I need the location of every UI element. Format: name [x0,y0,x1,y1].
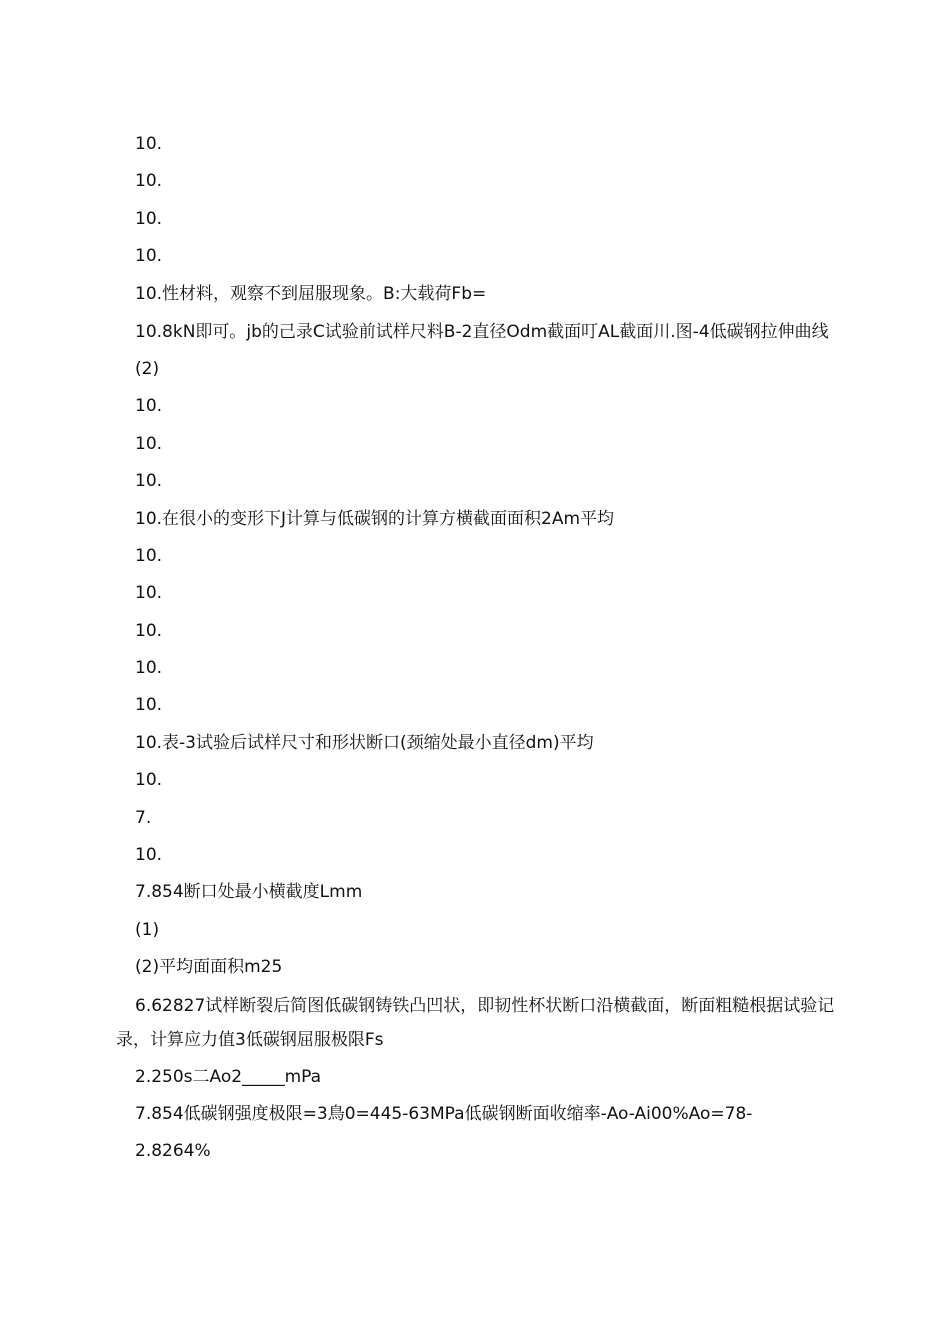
text-line: 7.854断口处最小横截度Lmm [135,882,363,903]
text-line: 10. [135,845,163,866]
text-line: (2)平均面面积m25 [135,957,283,978]
text-line: 10. [135,396,163,417]
text-line: (1) [135,919,160,940]
text-line: (2) [135,358,160,379]
text-paragraph: 6.62827试样断裂后简图低碳钢铸铁凸凹状，即韧性杯状断口沿横截面，断面粗糙根据试验记录，计算应力值3低碳钢屈服极限Fs [116,995,835,1050]
text-line: 10. [135,620,163,641]
text-line: 10. [135,770,163,791]
text-line: 10.表-3试验后试样尺寸和形状断口(颈缩处最小直径dm)平均 [135,732,594,753]
text-line: 10. [135,134,163,154]
text-line: 10. [135,471,163,492]
text-line: 2.8264% [135,1141,211,1162]
text-line: 10. [135,695,163,716]
text-line: 10. [135,658,163,679]
document-body [116,126,846,1171]
text-line: 10. [135,583,163,604]
text-line: 10. [135,246,163,267]
text-line: 10.性材料，观察不到屈服现象。B:大载荷Fb= [135,283,487,304]
text-line: 2.250s二Ao2_____mPa [135,1066,322,1087]
text-line: 10. [135,433,163,454]
text-paragraph: 10.8kN即可。jb的己录C试验前试样尺料B-2直径Odm截面叮AL截面川.图-4低碳钢拉伸曲线 [135,321,829,342]
text-line: 10. [135,171,163,192]
text-line: 7.854低碳钢强度极限=3鳥0=445-63MPa低碳钢断面收缩率-Ao-Ai00%Ao=78- [135,1103,753,1124]
text-line: 10.在很小的变形下J计算与低碳钢的计算方横截面面积2Am平均 [135,508,615,529]
text-line: 7. [135,807,152,828]
text-line: 10. [135,208,163,229]
text-line: 10. [135,545,163,566]
